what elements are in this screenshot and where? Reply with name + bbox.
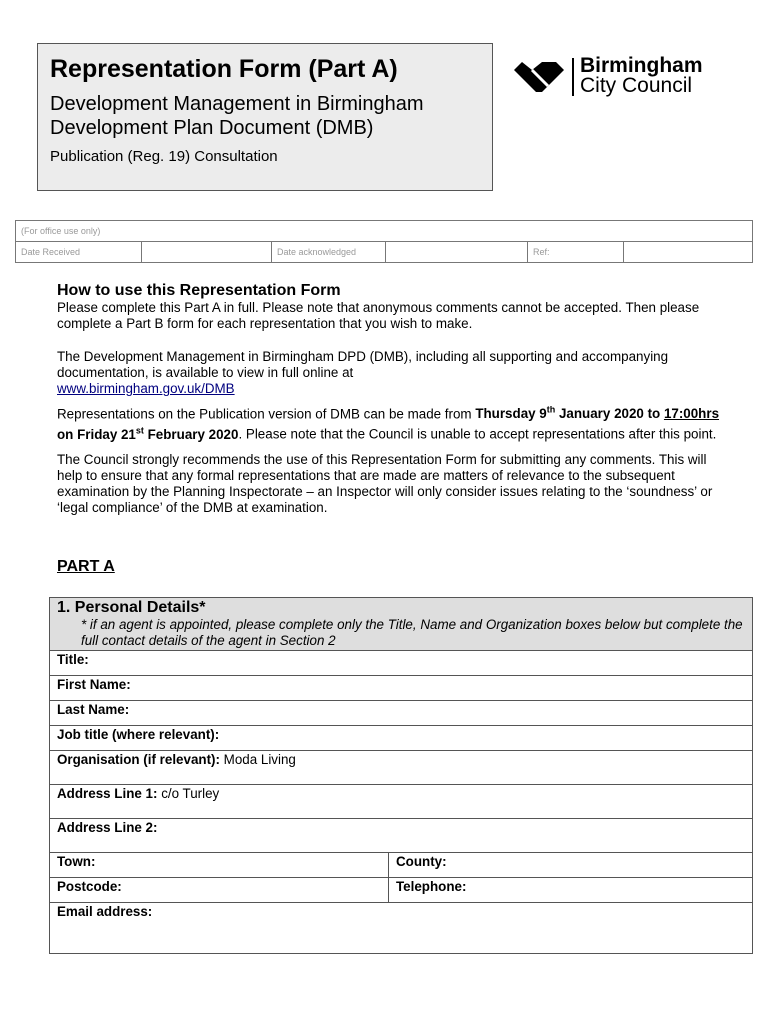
postcode-field[interactable] — [50, 878, 389, 903]
instructions-p1: Please complete this Part A in full. Please note that anonymous comments cannot be accepted. Then please complete a Part B form for each representation that you wish to make. — [57, 300, 700, 331]
heart-icon — [512, 58, 566, 96]
organisation-label: Organisation (if relevant): — [57, 752, 220, 767]
title-field[interactable] — [50, 651, 753, 676]
county-field[interactable] — [389, 853, 753, 878]
instructions-heading: How to use this Representation Form — [57, 282, 341, 299]
last-name-label: Last Name: — [57, 702, 130, 717]
town-label: Town: — [57, 854, 96, 869]
personal-details-heading: 1. Personal Details* — [57, 599, 206, 616]
organisation-value: Moda Living — [219, 752, 296, 767]
office-use-note: (For office use only) — [16, 221, 753, 242]
town-field[interactable] — [50, 853, 389, 878]
address-line-2-field[interactable] — [50, 819, 753, 853]
address-line-1-field[interactable] — [50, 785, 753, 819]
county-label: County: — [396, 854, 447, 869]
telephone-label: Telephone: — [396, 879, 467, 894]
logo-line-1: Birmingham — [580, 54, 703, 77]
organisation-field[interactable] — [50, 751, 753, 785]
date-received-label: Date Received — [16, 242, 142, 263]
first-name-label: First Name: — [57, 677, 131, 692]
dmb-link[interactable]: www.birmingham.gov.uk/DMB — [57, 381, 235, 396]
p3-start-date: Thursday 9th January 2020 to 17:00hrs on Friday 21st February 2020 — [57, 405, 720, 442]
address-line-1-value: c/o Turley — [157, 786, 220, 801]
p3-tail: . Please note that the Council is unable to accept representations after this point. — [238, 426, 717, 442]
instructions-p2-text: The Development Management in Birmingham DPD (DMB), including all supporting and accompanying documentation, is available to view in full online at — [57, 349, 669, 380]
date-acknowledged-field[interactable] — [386, 242, 528, 263]
telephone-field[interactable] — [389, 878, 753, 903]
postcode-label: Postcode: — [57, 879, 122, 894]
job-title-field[interactable] — [50, 726, 753, 751]
logo-divider — [572, 58, 574, 96]
job-title-label: Job title (where relevant): — [57, 727, 220, 742]
logo-line-2: City Council — [580, 74, 693, 97]
date-acknowledged-label: Date acknowledged — [272, 242, 386, 263]
instructions-p4: The Council strongly recommends the use of this Representation Form for submitting any comments. This will help to ensure that any formal representations that are made are matters of relevance to the subsequent examination by the Planning Inspectorate – an Inspector will only consider issues relating to the ‘soundness’ or ‘legal compliance’ of the DMB at examination. — [57, 451, 713, 515]
last-name-field[interactable] — [50, 701, 753, 726]
consultation-label: Publication (Reg. 19) Consultation — [50, 148, 278, 165]
office-use-table — [15, 220, 753, 263]
email-field[interactable] — [50, 903, 753, 954]
address-line-1-label: Address Line 1: — [57, 786, 158, 801]
instructions-p3 — [57, 402, 727, 443]
form-title-box — [37, 43, 493, 191]
logo-text — [580, 56, 703, 96]
subtitle-line-2: Development Plan Document (DMB) — [50, 117, 374, 139]
form-title: Representation Form (Part A) — [50, 55, 398, 83]
first-name-field[interactable] — [50, 676, 753, 701]
form-subtitle — [50, 92, 492, 140]
part-a-heading: PART A — [57, 558, 115, 575]
date-received-field[interactable] — [142, 242, 272, 263]
personal-details-table — [49, 597, 753, 954]
personal-details-note: * if an agent is appointed, please complete only the Title, Name and Organization boxes below but complete the full contact details of the agent in Section 2 — [81, 617, 743, 648]
p3-text: Representations on the Publication version of DMB can be made from — [57, 406, 476, 422]
address-line-2-label: Address Line 2: — [57, 820, 158, 835]
instructions-p2 — [57, 349, 727, 397]
instructions — [57, 282, 727, 525]
email-label: Email address: — [57, 904, 153, 919]
title-label: Title: — [57, 652, 89, 667]
personal-details-header — [50, 598, 753, 651]
subtitle-line-1: Development Management in Birmingham — [50, 93, 424, 115]
ref-field[interactable] — [624, 242, 753, 263]
ref-label: Ref: — [528, 242, 624, 263]
council-logo — [512, 56, 712, 98]
